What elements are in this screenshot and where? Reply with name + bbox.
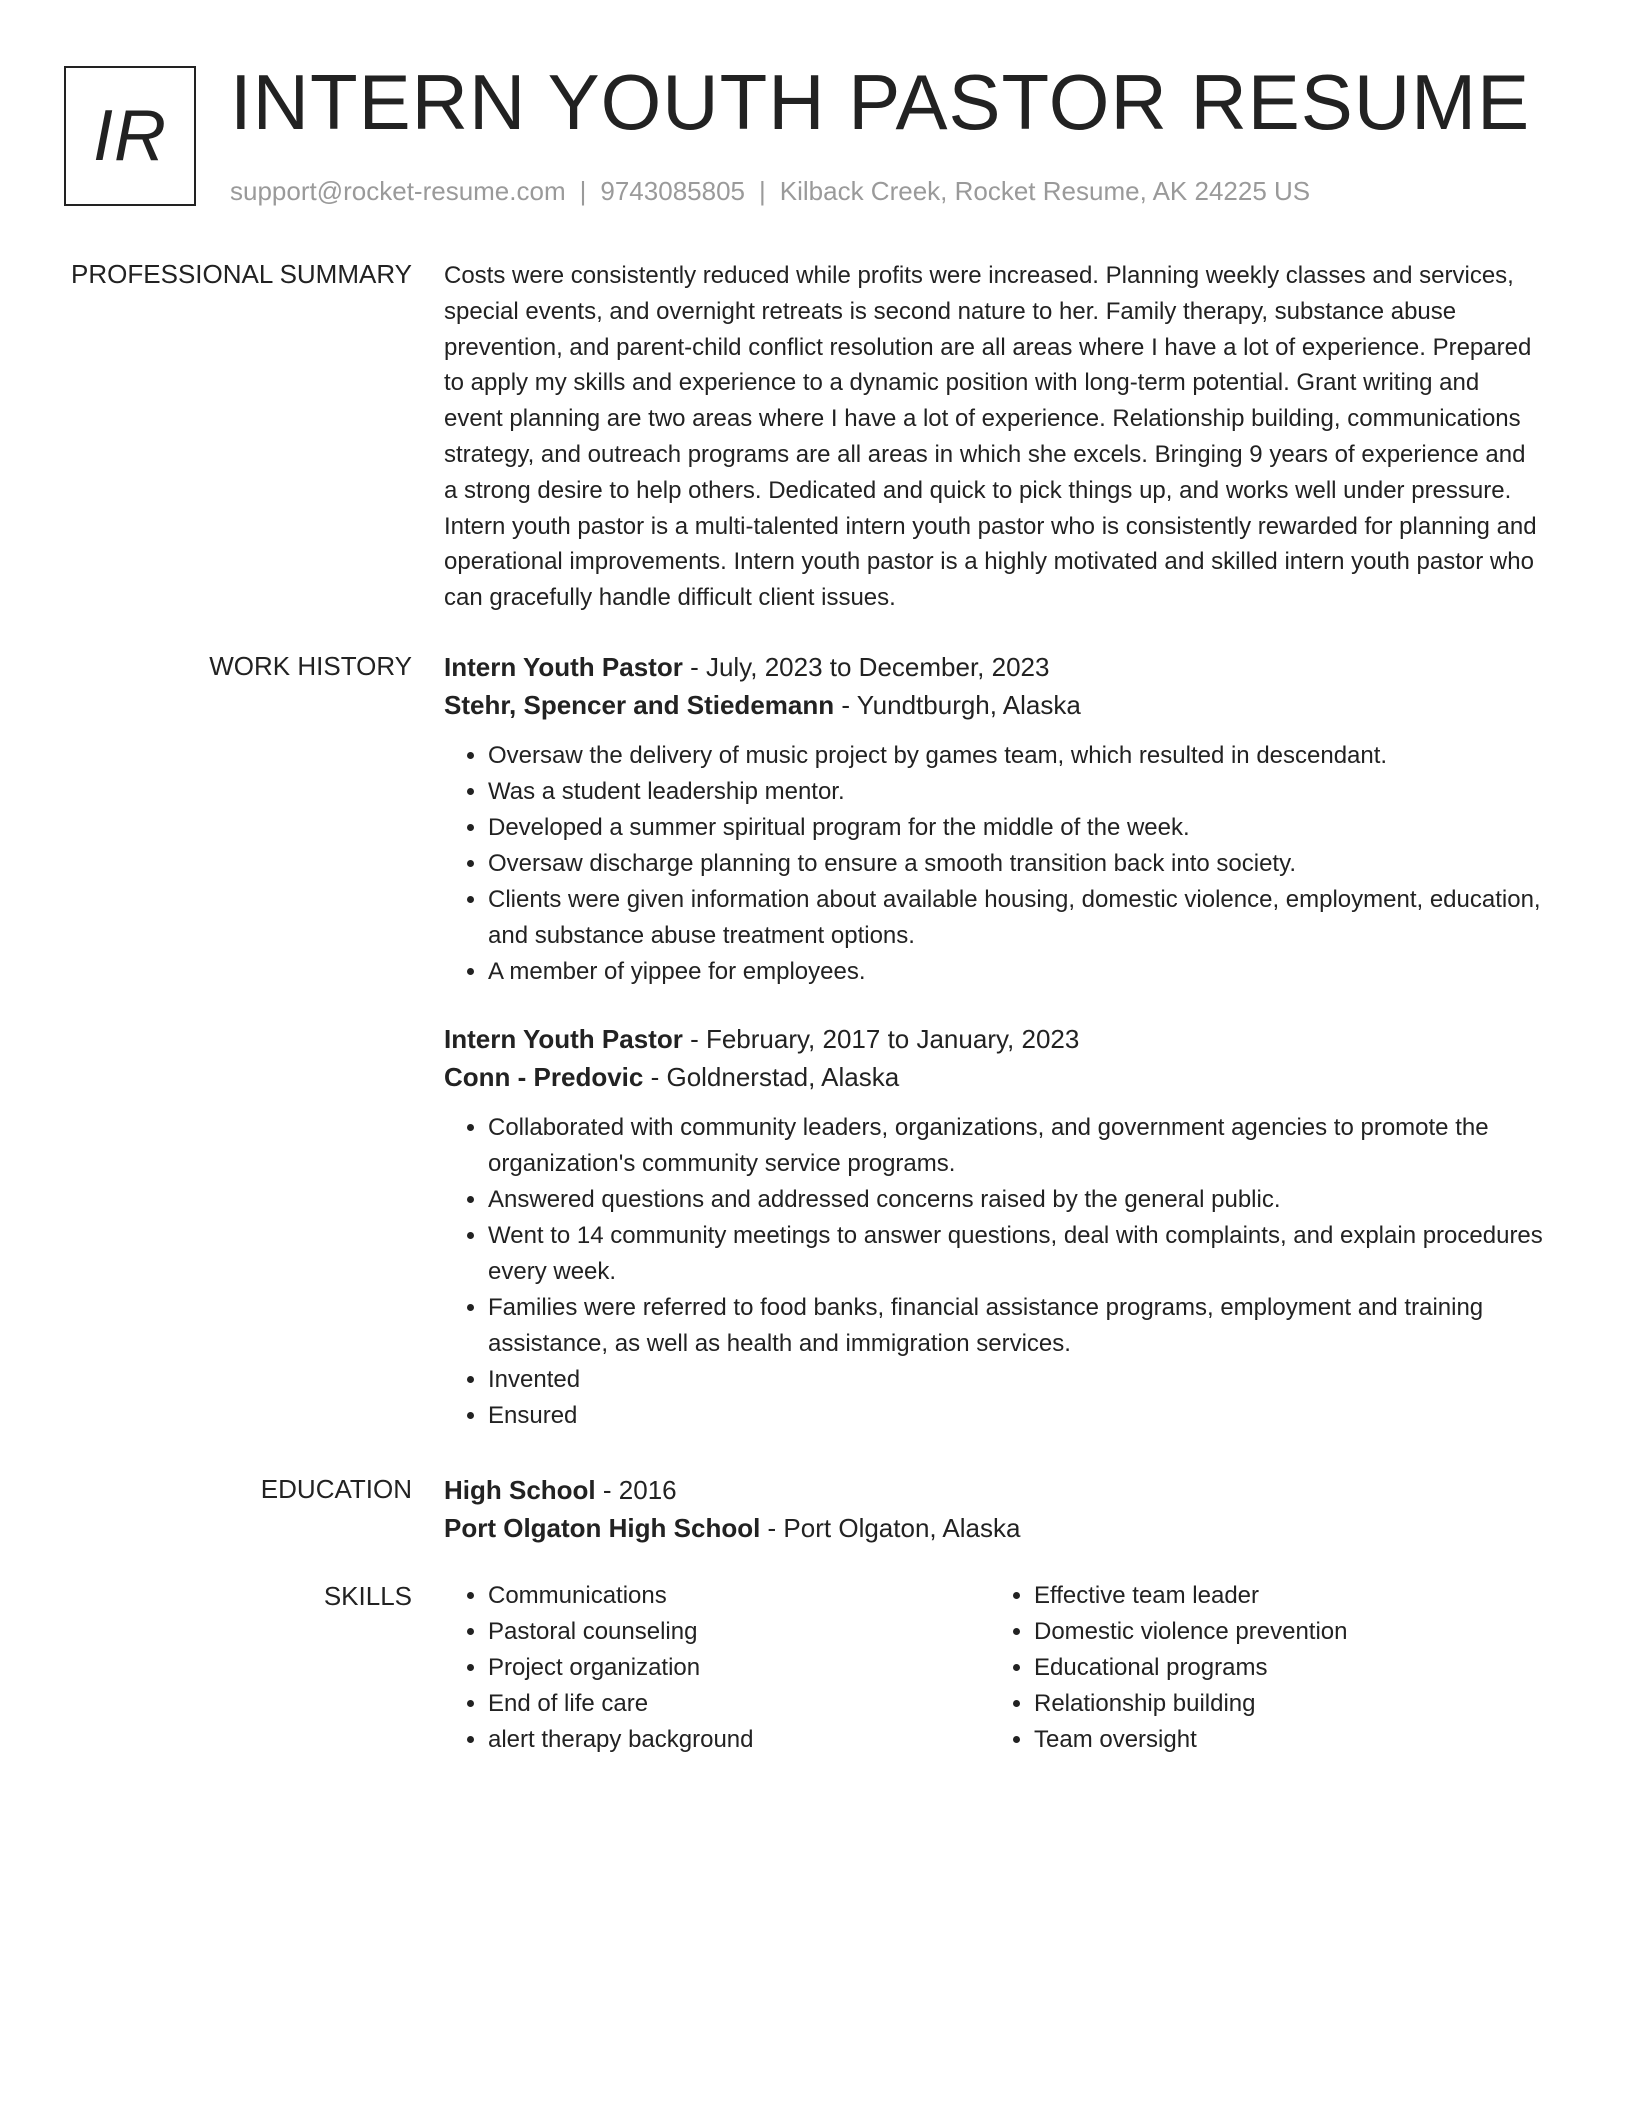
job-bullets: [444, 1110, 1544, 1434]
contact-email: support@rocket-resume.com: [230, 176, 566, 206]
skill-item: • Team oversight: [1034, 1722, 1536, 1758]
job-entry: [444, 1020, 1544, 1434]
skill-item: • Domestic violence prevention: [1034, 1614, 1536, 1650]
skill-item: • Effective team leader: [1034, 1578, 1536, 1614]
job-employer-line: [444, 1058, 1544, 1096]
skills-heading: SKILLS: [323, 1581, 412, 1611]
list-item: • Developed a summer spiritual program for the middle of the week.: [488, 810, 1544, 846]
school-line: [444, 1509, 1544, 1547]
work-history-heading: WORK HISTORY: [209, 651, 412, 681]
job-bullets: [444, 738, 1544, 990]
job-title: Intern Youth Pastor: [444, 1024, 683, 1054]
job-title: Intern Youth Pastor: [444, 652, 683, 682]
list-item: • Answered questions and addressed concerns raised by the general public.: [488, 1182, 1544, 1218]
skill-item: • alert therapy background: [488, 1722, 990, 1758]
school-name: Port Olgaton High School: [444, 1513, 761, 1543]
skill-item: • End of life care: [488, 1686, 990, 1722]
list-item: • Invented: [488, 1362, 1544, 1398]
list-item: • A member of yippee for employees.: [488, 954, 1544, 990]
resume-title: INTERN YOUTH PASTOR RESUME: [230, 58, 1531, 146]
degree-line: [444, 1471, 1544, 1509]
skills-columns: [444, 1578, 1544, 1758]
list-item: • Was a student leadership mentor.: [488, 774, 1544, 810]
skills-list-right: [990, 1578, 1536, 1758]
skill-item: • Educational programs: [1034, 1650, 1536, 1686]
job-title-line: [444, 648, 1544, 686]
skill-item: • Project organization: [488, 1650, 990, 1686]
school-location: - Port Olgaton, Alaska: [760, 1513, 1021, 1543]
skills-list-left: [444, 1578, 990, 1758]
job-entry: [444, 648, 1544, 990]
summary-text: Costs were consistently reduced while profits were increased. Planning weekly classes and services, special events, and overnight retreats is second nature to her. Family therapy, substance abuse prevention, and parent-child conflict resolution are all areas where I have a lot of experience. Prepared to apply my skills and experience to a dynamic position with long-term potential. Grant writing and event planning are two areas where I have a lot of experience. Relationship building, communications strategy, and outreach programs are all areas in which she excels. Bringing 9 years of experience and a strong desire to help others. Dedicated and quick to pick things up, and works well under pressure. Intern youth pastor is a multi-talented intern youth pastor who is consistently rewarded for planning and operational improvements. Intern youth pastor is a highly motivated and skilled intern youth pastor who can gracefully handle difficult client issues.: [444, 262, 1537, 612]
education-heading: EDUCATION: [260, 1474, 412, 1504]
list-item: • Ensured: [488, 1398, 1544, 1434]
skill-item: • Communications: [488, 1578, 990, 1614]
graduation-year: - 2016: [595, 1475, 677, 1505]
monogram-logo: IR: [64, 66, 196, 206]
summary-heading: PROFESSIONAL SUMMARY: [71, 259, 412, 289]
job-title-line: [444, 1020, 1544, 1058]
job-dates: - February, 2017 to January, 2023: [682, 1024, 1080, 1054]
contact-address: Kilback Creek, Rocket Resume, AK 24225 US: [779, 176, 1311, 206]
list-item: • Went to 14 community meetings to answer questions, deal with complaints, and explain procedures every week.: [488, 1218, 1544, 1290]
list-item: • Clients were given information about available housing, domestic violence, employment, education, and substance abuse treatment options.: [488, 882, 1544, 954]
list-item: • Oversaw the delivery of music project by games team, which resulted in descendant.: [488, 738, 1544, 774]
skill-item: • Relationship building: [1034, 1686, 1536, 1722]
list-item: • Oversaw discharge planning to ensure a smooth transition back into society.: [488, 846, 1544, 882]
job-location: - Yundtburgh, Alaska: [834, 690, 1081, 720]
contact-phone: 9743085805: [600, 176, 745, 206]
job-employer: Conn - Predovic: [444, 1062, 644, 1092]
contact-separator: |: [579, 176, 587, 206]
contact-separator: |: [759, 176, 766, 206]
list-item: • Families were referred to food banks, financial assistance programs, employment and training assistance, as well as health and immigration services.: [488, 1290, 1544, 1362]
list-item: • Collaborated with community leaders, organizations, and government agencies to promote the organization's community service programs.: [488, 1110, 1544, 1182]
degree: High School: [444, 1475, 596, 1505]
contact-line: [230, 174, 1310, 208]
job-dates: - July, 2023 to December, 2023: [682, 652, 1050, 682]
job-location: - Goldnerstad, Alaska: [643, 1062, 900, 1092]
job-employer-line: [444, 686, 1544, 724]
skill-item: • Pastoral counseling: [488, 1614, 990, 1650]
job-employer: Stehr, Spencer and Stiedemann: [444, 690, 835, 720]
